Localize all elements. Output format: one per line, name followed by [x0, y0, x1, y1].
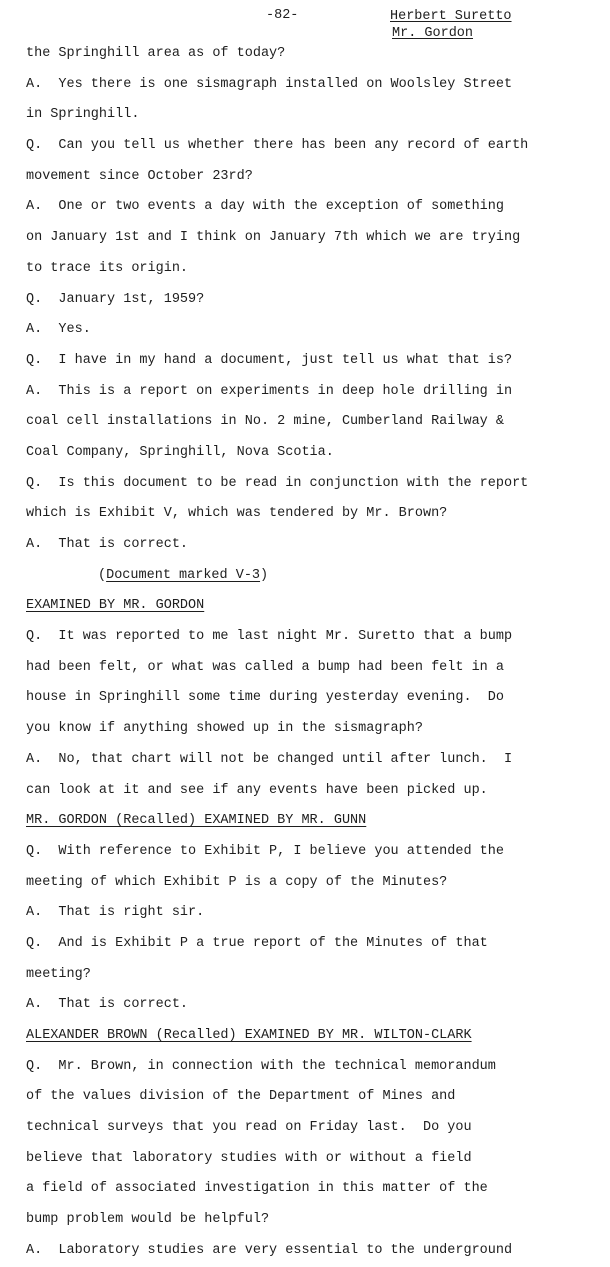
- transcript-line: of the values division of the Department of Mines and: [26, 1089, 456, 1105]
- section-heading-text: ALEXANDER BROWN (Recalled) EXAMINED BY MR. WILTON-CLARK: [26, 1028, 472, 1043]
- transcript-body: [26, 39, 598, 1267]
- section-heading: [26, 1021, 598, 1052]
- transcript-line: Q. And is Exhibit P a true report of the Minutes of that: [26, 935, 488, 951]
- transcript-line: believe that laboratory studies with or without a field: [26, 1150, 472, 1166]
- transcript-line: in Springhill.: [26, 107, 140, 123]
- exhibit-marker-text: Document marked V-3: [106, 567, 261, 583]
- transcript-line: had been felt, or what was called a bump had been felt in a: [26, 659, 504, 675]
- transcript-line: Q. Can you tell us whether there has been any record of earth: [26, 138, 529, 154]
- transcript-line: Q. Is this document to be read in conjunction with the report: [26, 475, 529, 491]
- transcript-line: A. That is correct.: [26, 997, 189, 1013]
- transcript-line: A. One or two events a day with the exception of something: [26, 199, 504, 215]
- transcript-line: A. That is right sir.: [26, 905, 205, 921]
- transcript-line: on January 1st and I think on January 7th which we are trying: [26, 230, 521, 246]
- transcript-line: A. Yes there is one sismagraph installed on Woolsley Street: [26, 76, 513, 92]
- transcript-line: technical surveys that you read on Friday last. Do you: [26, 1120, 472, 1136]
- transcript-line: house in Springhill some time during yesterday evening. Do: [26, 690, 504, 706]
- transcript-line: coal cell installations in No. 2 mine, Cumberland Railway &: [26, 414, 504, 430]
- transcript-line: Coal Company, Springhill, Nova Scotia.: [26, 444, 334, 460]
- transcript-line: Q. January 1st, 1959?: [26, 291, 205, 307]
- transcript-line: Q. It was reported to me last night Mr. Suretto that a bump: [26, 629, 513, 645]
- section-heading: [26, 806, 598, 837]
- section-heading-text: MR. GORDON (Recalled) EXAMINED BY MR. GUNN: [26, 813, 367, 829]
- transcript-line: Q. I have in my hand a document, just tell us what that is?: [26, 352, 513, 368]
- transcript-line: A. That is correct.: [26, 537, 189, 552]
- section-heading-text: EXAMINED BY MR. GORDON: [26, 598, 205, 614]
- transcript-line: which is Exhibit V, which was tendered by Mr. Brown?: [26, 506, 448, 522]
- transcript-line: Q. Mr. Brown, in connection with the technical memorandum: [26, 1058, 496, 1074]
- witness-header: [390, 8, 512, 42]
- exhibit-marker: (Document marked V-3): [98, 567, 269, 583]
- transcript-line: bump problem would be helpful?: [26, 1212, 270, 1228]
- transcript-line: you know if anything showed up in the sismagraph?: [26, 721, 423, 737]
- transcript-line: Q. With reference to Exhibit P, I believe you attended the: [26, 843, 504, 859]
- section-heading: [26, 591, 598, 622]
- transcript-line: meeting of which Exhibit P is a copy of the Minutes?: [26, 874, 448, 890]
- transcript-line: can look at it and see if any events have been picked up.: [26, 782, 488, 798]
- transcript-line: the Springhill area as of today?: [26, 46, 286, 61]
- transcript-line: movement since October 23rd?: [26, 168, 253, 184]
- transcript-line: A. No, that chart will not be changed until after lunch. I: [26, 751, 513, 767]
- transcript-line: A. Yes.: [26, 322, 91, 338]
- transcript-line: a field of associated investigation in this matter of the: [26, 1181, 488, 1197]
- page-number: -82-: [266, 8, 299, 23]
- transcript-line: A. This is a report on experiments in deep hole drilling in: [26, 383, 513, 399]
- transcript-line: meeting?: [26, 966, 91, 982]
- examiner-name: Mr. Gordon: [392, 26, 474, 41]
- transcript-line: to trace its origin.: [26, 260, 189, 276]
- transcript-line: A. Laboratory studies are very essential to the underground: [26, 1242, 513, 1258]
- witness-name: Herbert Suretto: [390, 9, 512, 24]
